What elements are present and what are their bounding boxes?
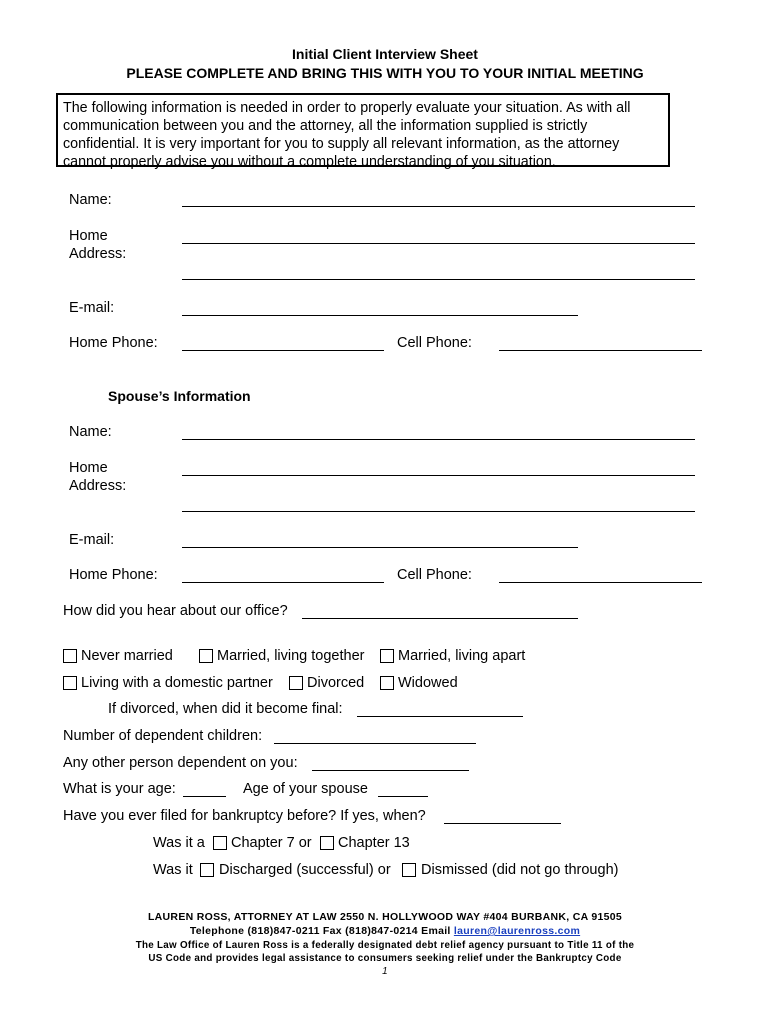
spouse-age-label: Age of your spouse xyxy=(243,781,368,797)
client-address-field-1[interactable] xyxy=(182,243,695,244)
chapter13-checkbox[interactable] xyxy=(320,836,334,850)
was-it-label: Was it xyxy=(153,862,193,878)
intro-line: confidential. It is very important for you to supply all relevant information, as the attorney xyxy=(63,136,620,152)
spouse-name-label: Name: xyxy=(69,424,112,440)
never-married-checkbox[interactable] xyxy=(63,649,77,663)
spouse-address-field-1[interactable] xyxy=(182,475,695,476)
client-name-label: Name: xyxy=(69,192,112,208)
chapter7-checkbox[interactable] xyxy=(213,836,227,850)
client-cell-phone-field[interactable] xyxy=(499,350,702,351)
hear-about-label: How did you hear about our office? xyxy=(63,603,288,619)
divorced-label: Divorced xyxy=(307,675,365,691)
client-name-field[interactable] xyxy=(182,206,695,207)
footer-email-link[interactable]: lauren@laurenross.com xyxy=(453,925,581,937)
widowed-label: Widowed xyxy=(398,675,458,691)
footer-phone-text: Telephone (818)847-0211 Fax (818)847-0214 Email xyxy=(189,925,451,937)
dismissed-label: Dismissed (did not go through) xyxy=(421,862,619,878)
domestic-partner-checkbox[interactable] xyxy=(63,676,77,690)
divorce-final-field[interactable] xyxy=(357,716,523,717)
client-address-label: Address: xyxy=(69,246,127,262)
spouse-email-field[interactable] xyxy=(182,547,578,548)
never-married-label: Never married xyxy=(81,648,173,664)
document-subtitle: PLEASE COMPLETE AND BRING THIS WITH YOU TO YOUR INITIAL MEETING xyxy=(126,65,644,81)
married-together-label: Married, living together xyxy=(217,648,365,664)
hear-about-field[interactable] xyxy=(302,618,578,619)
intro-line: The following information is needed in order to properly evaluate your situation. As with all xyxy=(63,100,631,116)
spouse-section-title: Spouse’s Information xyxy=(108,388,251,404)
married-apart-checkbox[interactable] xyxy=(380,649,394,663)
intro-box xyxy=(56,93,670,170)
footer-contact xyxy=(0,925,770,937)
married-apart-label: Married, living apart xyxy=(398,648,526,664)
spouse-email-label: E-mail: xyxy=(69,532,115,548)
client-home-phone-field[interactable] xyxy=(182,350,384,351)
married-together-checkbox[interactable] xyxy=(199,649,213,663)
client-email-field[interactable] xyxy=(182,315,578,316)
intro-line: communication between you and the attorney, all the information supplied is strictly xyxy=(63,118,588,134)
footer-disclaimer-2: US Code and provides legal assistance to consumers seeking relief under the Bankruptcy Code xyxy=(148,953,622,964)
spouse-home-label: Home xyxy=(69,460,108,476)
client-home-phone-label: Home Phone: xyxy=(69,335,158,351)
spouse-age-field[interactable] xyxy=(378,796,428,797)
chapter7-label: Chapter 7 or xyxy=(231,835,312,851)
filed-before-field[interactable] xyxy=(444,823,561,824)
spouse-address-label: Address: xyxy=(69,478,127,494)
footer-address: LAUREN ROSS, ATTORNEY AT LAW 2550 N. HOLLYWOOD WAY #404 BURBANK, CA 91505 xyxy=(147,911,623,923)
domestic-partner-label: Living with a domestic partner xyxy=(81,675,273,691)
other-dependent-field[interactable] xyxy=(312,770,469,771)
dependent-children-field[interactable] xyxy=(274,743,476,744)
client-address-field-2[interactable] xyxy=(182,279,695,280)
spouse-home-phone-field[interactable] xyxy=(182,582,384,583)
dependent-children-label: Number of dependent children: xyxy=(63,728,263,744)
client-email-label: E-mail: xyxy=(69,300,115,316)
other-dependent-label: Any other person dependent on you: xyxy=(63,755,298,771)
footer-disclaimer-1: The Law Office of Lauren Ross is a federally designated debt relief agency pursuant to Title 11 of the xyxy=(135,940,635,951)
divorced-checkbox[interactable] xyxy=(289,676,303,690)
dismissed-checkbox[interactable] xyxy=(402,863,416,877)
filed-before-label: Have you ever filed for bankruptcy before? If yes, when? xyxy=(63,808,426,824)
chapter13-label: Chapter 13 xyxy=(338,835,410,851)
intro-line: cannot properly advise you without a complete understanding of you situation. xyxy=(63,154,556,170)
widowed-checkbox[interactable] xyxy=(380,676,394,690)
client-home-label: Home xyxy=(69,228,108,244)
your-age-field[interactable] xyxy=(183,796,226,797)
discharged-checkbox[interactable] xyxy=(200,863,214,877)
spouse-cell-phone-field[interactable] xyxy=(499,582,702,583)
spouse-home-phone-label: Home Phone: xyxy=(69,567,158,583)
discharged-label: Discharged (successful) or xyxy=(219,862,391,878)
document-title: Initial Client Interview Sheet xyxy=(292,46,478,62)
client-cell-phone-label: Cell Phone: xyxy=(397,335,472,351)
divorce-final-label: If divorced, when did it become final: xyxy=(108,701,343,717)
was-it-a-label: Was it a xyxy=(153,835,205,851)
spouse-address-field-2[interactable] xyxy=(182,511,695,512)
spouse-name-field[interactable] xyxy=(182,439,695,440)
your-age-label: What is your age: xyxy=(63,781,176,797)
page-number: 1 xyxy=(382,966,388,977)
spouse-cell-phone-label: Cell Phone: xyxy=(397,567,472,583)
